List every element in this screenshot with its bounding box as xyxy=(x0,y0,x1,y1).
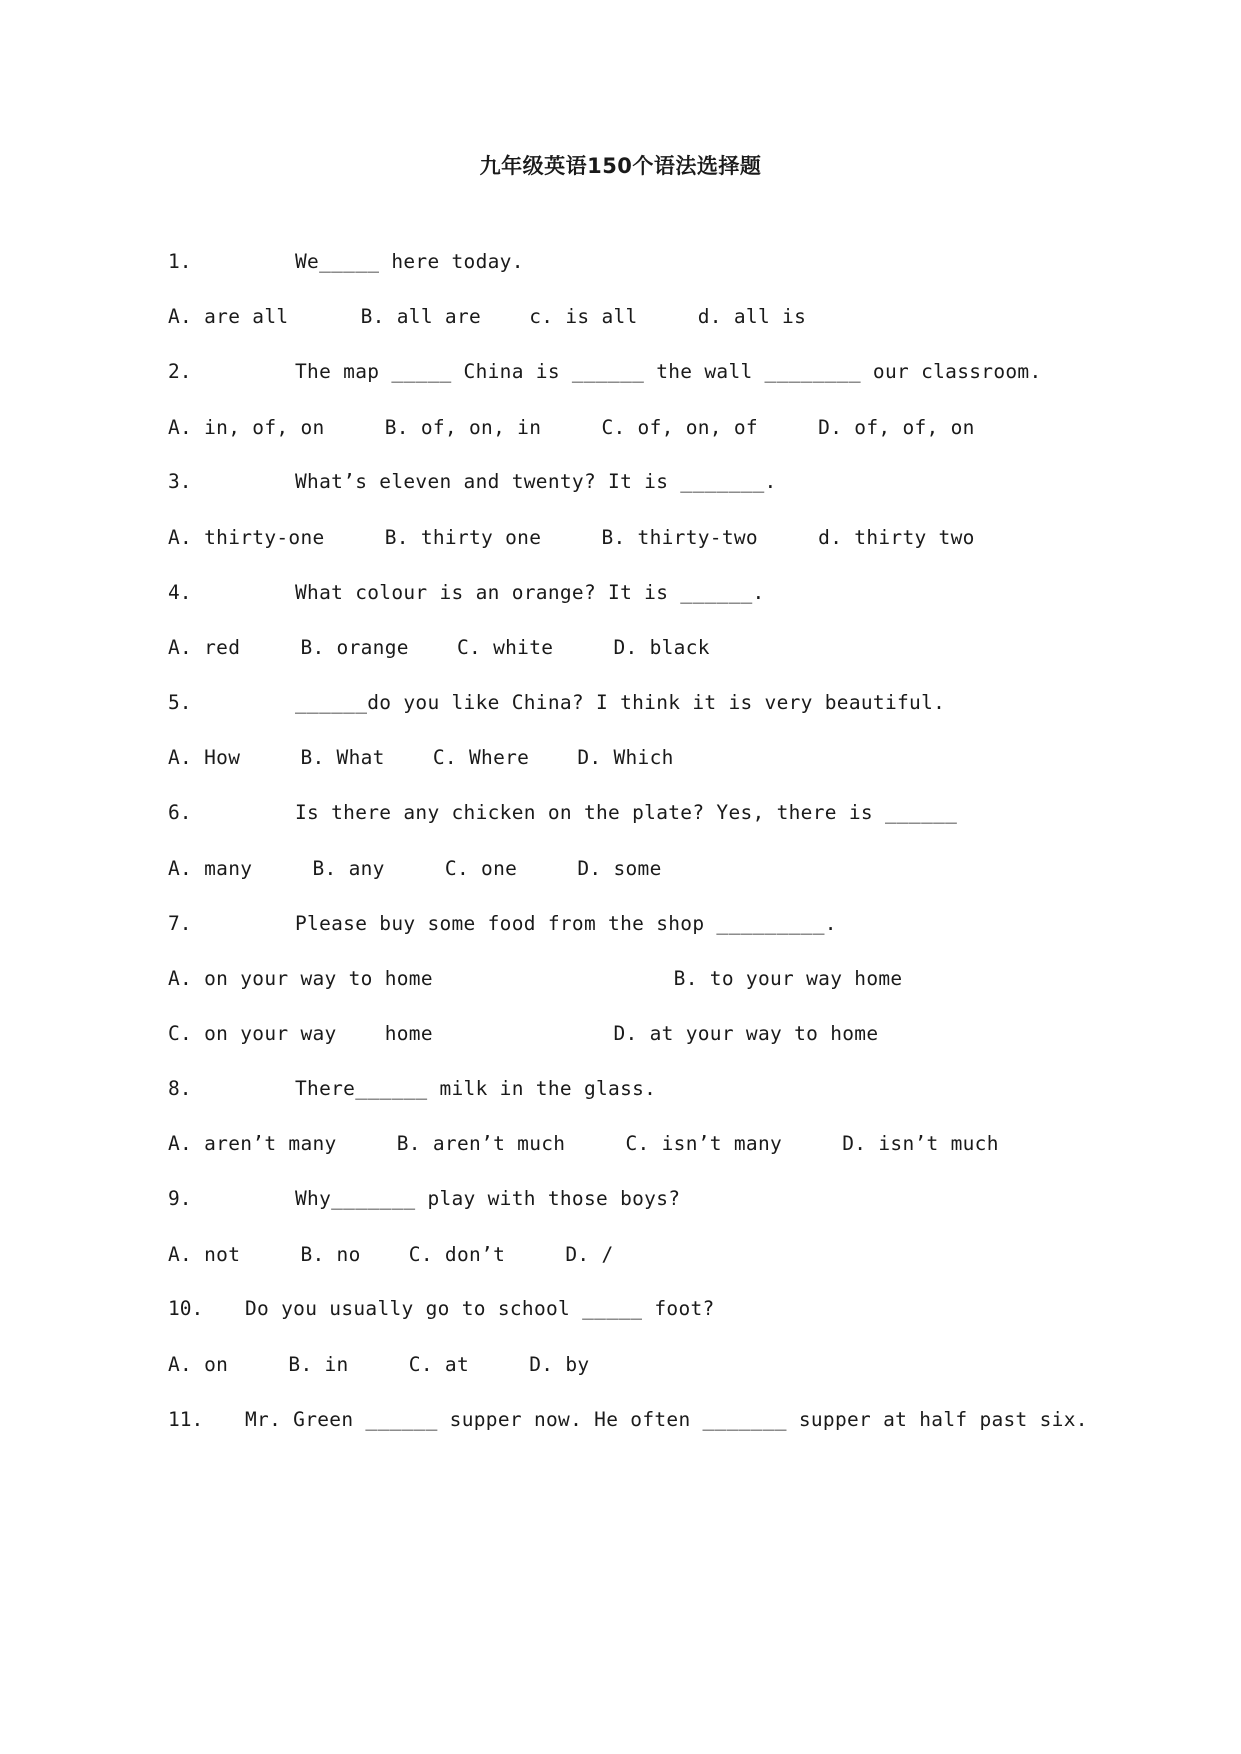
question-number: 11. xyxy=(168,1408,204,1431)
question-options: A. on your way to home B. to your way home xyxy=(168,967,903,990)
question-number: 3. xyxy=(168,470,192,493)
question-stem: Please buy some food from the shop _________. xyxy=(295,912,837,935)
question-options: A. on B. in C. at D. by xyxy=(168,1353,590,1376)
question-options: A. in, of, on B. of, on, in C. of, on, of D. of, of, on xyxy=(168,416,975,439)
question-stem: Why_______ play with those boys? xyxy=(295,1187,681,1210)
question-number: 1. xyxy=(168,250,192,273)
question-number: 9. xyxy=(168,1187,192,1210)
question-options: A. thirty-one B. thirty one B. thirty-two d. thirty two xyxy=(168,526,975,549)
question-number: 4. xyxy=(168,581,192,604)
question-options: A. aren’t many B. aren’t much C. isn’t many D. isn’t much xyxy=(168,1132,999,1155)
question-stem: Mr. Green ______ supper now. He often _______ supper at half past six. xyxy=(245,1408,1088,1431)
question-number: 8. xyxy=(168,1077,192,1100)
question-stem: What colour is an orange? It is ______. xyxy=(295,581,765,604)
question-number: 7. xyxy=(168,912,192,935)
question-stem: The map _____ China is ______ the wall ________ our classroom. xyxy=(295,360,1042,383)
question-number: 5. xyxy=(168,691,192,714)
question-number: 10. xyxy=(168,1297,204,1320)
question-options: C. on your way home D. at your way to home xyxy=(168,1022,879,1045)
question-stem: Do you usually go to school _____ foot? xyxy=(245,1297,715,1320)
question-options: A. not B. no C. don’t D. / xyxy=(168,1243,614,1266)
question-options: A. many B. any C. one D. some xyxy=(168,857,662,880)
question-options: A. How B. What C. Where D. Which xyxy=(168,746,674,769)
page-title: 九年级英语150个语法选择题 xyxy=(479,154,762,178)
question-number: 2. xyxy=(168,360,192,383)
question-stem: There______ milk in the glass. xyxy=(295,1077,657,1100)
question-options: A. red B. orange C. white D. black xyxy=(168,636,710,659)
question-stem: ______do you like China? I think it is very beautiful. xyxy=(295,691,946,714)
question-stem: We_____ here today. xyxy=(295,250,524,273)
question-number: 6. xyxy=(168,801,192,824)
question-options: A. are all B. all are c. is all d. all is xyxy=(168,305,807,328)
question-stem: Is there any chicken on the plate? Yes, there is ______ xyxy=(295,801,958,824)
question-stem: What’s eleven and twenty? It is _______. xyxy=(295,470,777,493)
